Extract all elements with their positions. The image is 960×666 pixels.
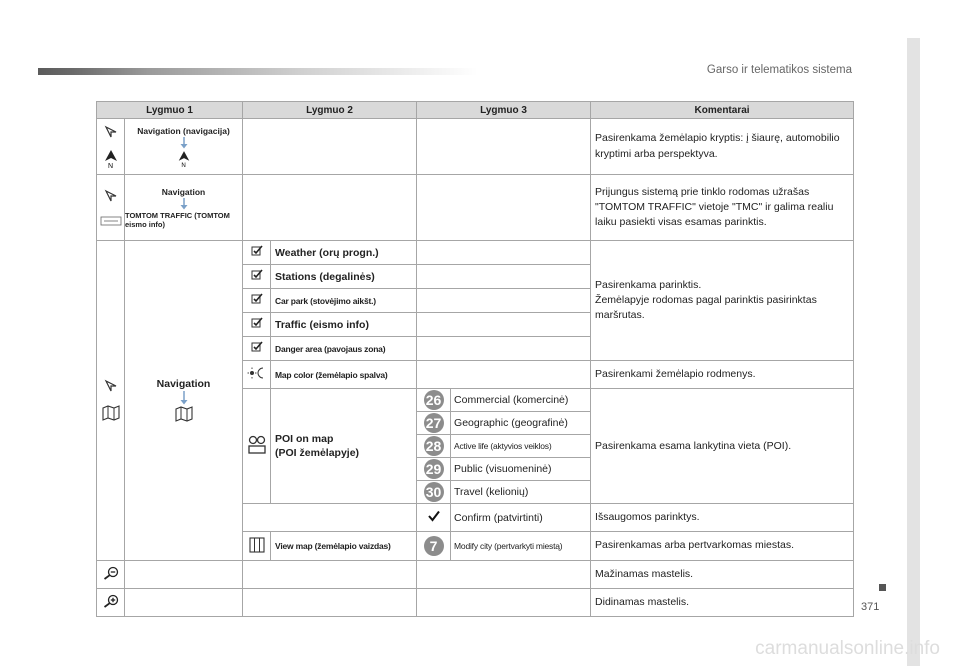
level3-empty xyxy=(417,361,591,389)
table-row xyxy=(97,119,854,175)
page-number: 371 xyxy=(861,601,880,613)
option-map-color[interactable]: Map color (žemėlapio spalva) xyxy=(271,361,417,389)
zoom-out-icon[interactable] xyxy=(103,566,119,580)
carpark-checkbox-cell xyxy=(243,289,271,313)
number-badge: 7 xyxy=(424,536,444,556)
level3-empty xyxy=(417,289,591,313)
option-confirm[interactable]: Confirm (patvirtinti) xyxy=(451,504,591,532)
level3-empty xyxy=(417,337,591,361)
day-night-icon[interactable] xyxy=(247,367,267,379)
poi-num-cell xyxy=(417,412,451,435)
navigation-label: Navigation xyxy=(161,186,206,197)
arrow-down-icon xyxy=(180,198,188,210)
level3-empty xyxy=(417,313,591,337)
poi-active-life[interactable]: Active life (aktyvios veiklos) xyxy=(451,435,591,458)
arrow-down-icon xyxy=(180,391,188,405)
map-icon[interactable] xyxy=(175,406,193,422)
row1-level3 xyxy=(417,119,591,175)
table-row xyxy=(97,588,854,616)
poi-num-cell xyxy=(417,481,451,504)
level3-empty xyxy=(417,265,591,289)
checkbox-icon[interactable] xyxy=(251,293,263,305)
stations-checkbox-cell xyxy=(243,265,271,289)
empty-cell xyxy=(125,560,243,588)
zoom-out-comment: Mažinamas mastelis. xyxy=(591,560,854,588)
north-arrow-icon[interactable] xyxy=(177,150,191,168)
checkbox-icon[interactable] xyxy=(251,317,263,329)
number-badge: 30 xyxy=(424,482,444,502)
viewmap-comment: Pasirenkamas arba pertvarkomas miestas. xyxy=(591,532,854,560)
table-row xyxy=(97,560,854,588)
number-badge: 29 xyxy=(424,459,444,479)
page-marker xyxy=(879,584,886,591)
compass-arrow-icon xyxy=(104,379,118,393)
row2-comment: Prijungus sistemą prie tinklo rodomas užrašas "TOMTOM TRAFFIC" vietoje "TMC" ir galima realiu laiku pasiekti visas esamas parinktis. xyxy=(591,175,854,241)
tomtom-traffic-icon xyxy=(100,215,122,227)
navigation-label: Navigation xyxy=(156,378,211,391)
zoom-in-icon[interactable] xyxy=(103,594,119,608)
checkmark-icon[interactable] xyxy=(428,510,440,522)
option-poi[interactable] xyxy=(271,389,417,504)
nav-block-icons xyxy=(97,241,125,561)
col-header-level1: Lygmuo 1 xyxy=(97,102,243,119)
poi-comment: Pasirenkama esama lankytina vieta (POI). xyxy=(591,389,854,504)
zoom-in-icon-cell xyxy=(97,588,125,616)
zoom-out-icon-cell xyxy=(97,560,125,588)
checkbox-icon[interactable] xyxy=(251,245,263,257)
option-stations[interactable]: Stations (degalinės) xyxy=(271,265,417,289)
map-icon xyxy=(102,405,120,421)
row2-level3 xyxy=(417,175,591,241)
side-tab-strip xyxy=(907,38,920,666)
option-modify-city[interactable]: Modify city (pertvarkyti miestą) xyxy=(451,532,591,560)
empty-cell xyxy=(243,588,417,616)
table-row xyxy=(97,241,854,265)
compass-arrow-icon xyxy=(104,189,118,203)
danger-checkbox-cell xyxy=(243,337,271,361)
col-header-level2: Lygmuo 2 xyxy=(243,102,417,119)
compass-arrow-icon xyxy=(104,125,118,139)
level2-empty xyxy=(243,504,417,532)
number-badge: 26 xyxy=(424,390,444,410)
settings-table xyxy=(96,101,854,617)
row2-level2 xyxy=(243,175,417,241)
poi-label-line2: (POI žemėlapyje) xyxy=(275,447,360,460)
row2-icons xyxy=(97,175,125,241)
confirm-icon-cell xyxy=(417,504,451,532)
empty-cell xyxy=(125,588,243,616)
checkbox-icon[interactable] xyxy=(251,269,263,281)
number-badge: 27 xyxy=(424,413,444,433)
watermark: carmanualsonline.info xyxy=(755,638,940,659)
viewmap-icon-cell xyxy=(243,532,271,560)
options-comment: Pasirenkama parinktis. Žemėlapyje rodomas pagal parinktis pasirinktas maršrutas. xyxy=(591,241,854,361)
checkbox-icon[interactable] xyxy=(251,341,263,353)
zoom-in-comment: Didinamas mastelis. xyxy=(591,588,854,616)
mapcolor-comment: Pasirenkami žemėlapio rodmenys. xyxy=(591,361,854,389)
poi-public[interactable]: Public (visuomeninė) xyxy=(451,458,591,481)
col-header-comments: Komentarai xyxy=(591,102,854,119)
tomtom-traffic-label[interactable]: TOMTOM TRAFFIC (TOMTOM eismo info) xyxy=(125,210,230,229)
option-danger-area[interactable]: Danger area (pavojaus zona) xyxy=(271,337,417,361)
svg-text:N: N xyxy=(180,161,186,168)
option-weather[interactable]: Weather (orų progn.) xyxy=(271,241,417,265)
north-arrow-icon xyxy=(103,149,119,169)
mapcolor-icon-cell xyxy=(243,361,271,389)
poi-geographic[interactable]: Geographic (geografinė) xyxy=(451,412,591,435)
poi-icon[interactable] xyxy=(247,435,267,455)
row1-level1 xyxy=(125,119,243,175)
header-gradient-bar xyxy=(38,68,478,75)
poi-num-cell xyxy=(417,435,451,458)
arrow-down-icon xyxy=(180,137,188,149)
poi-commercial[interactable]: Commercial (komercinė) xyxy=(451,389,591,412)
poi-icon-cell xyxy=(243,389,271,504)
row2-level1 xyxy=(125,175,243,241)
table-header-row xyxy=(97,102,854,119)
viewmap-num-cell xyxy=(417,532,451,560)
option-view-map[interactable]: View map (žemėlapio vaizdas) xyxy=(271,532,417,560)
nav-block-level1 xyxy=(125,241,243,561)
traffic-checkbox-cell xyxy=(243,313,271,337)
navigation-map-label[interactable]: Navigation (navigacija) xyxy=(137,125,230,136)
poi-num-cell xyxy=(417,458,451,481)
option-carpark[interactable]: Car park (stovėjimo aikšt.) xyxy=(271,289,417,313)
confirm-comment: Išsaugomos parinktys. xyxy=(591,504,854,532)
number-badge: 28 xyxy=(424,436,444,456)
poi-num-cell xyxy=(417,389,451,412)
empty-cell xyxy=(243,560,417,588)
svg-text:N: N xyxy=(107,162,113,169)
weather-checkbox-cell xyxy=(243,241,271,265)
row1-level2 xyxy=(243,119,417,175)
table-row xyxy=(97,175,854,241)
poi-travel[interactable]: Travel (kelionių) xyxy=(451,481,591,504)
row1-icons xyxy=(97,119,125,175)
city-map-icon[interactable] xyxy=(249,537,265,553)
page-header-title: Garso ir telematikos sistema xyxy=(706,64,852,76)
empty-cell xyxy=(417,560,591,588)
row1-comment: Pasirenkama žemėlapio kryptis: į šiaurę, automobilio kryptimi arba perspektyva. xyxy=(591,119,854,175)
poi-label-line1: POI on map xyxy=(275,432,334,445)
empty-cell xyxy=(417,588,591,616)
level3-empty xyxy=(417,241,591,265)
option-traffic[interactable]: Traffic (eismo info) xyxy=(271,313,417,337)
col-header-level3: Lygmuo 3 xyxy=(417,102,591,119)
